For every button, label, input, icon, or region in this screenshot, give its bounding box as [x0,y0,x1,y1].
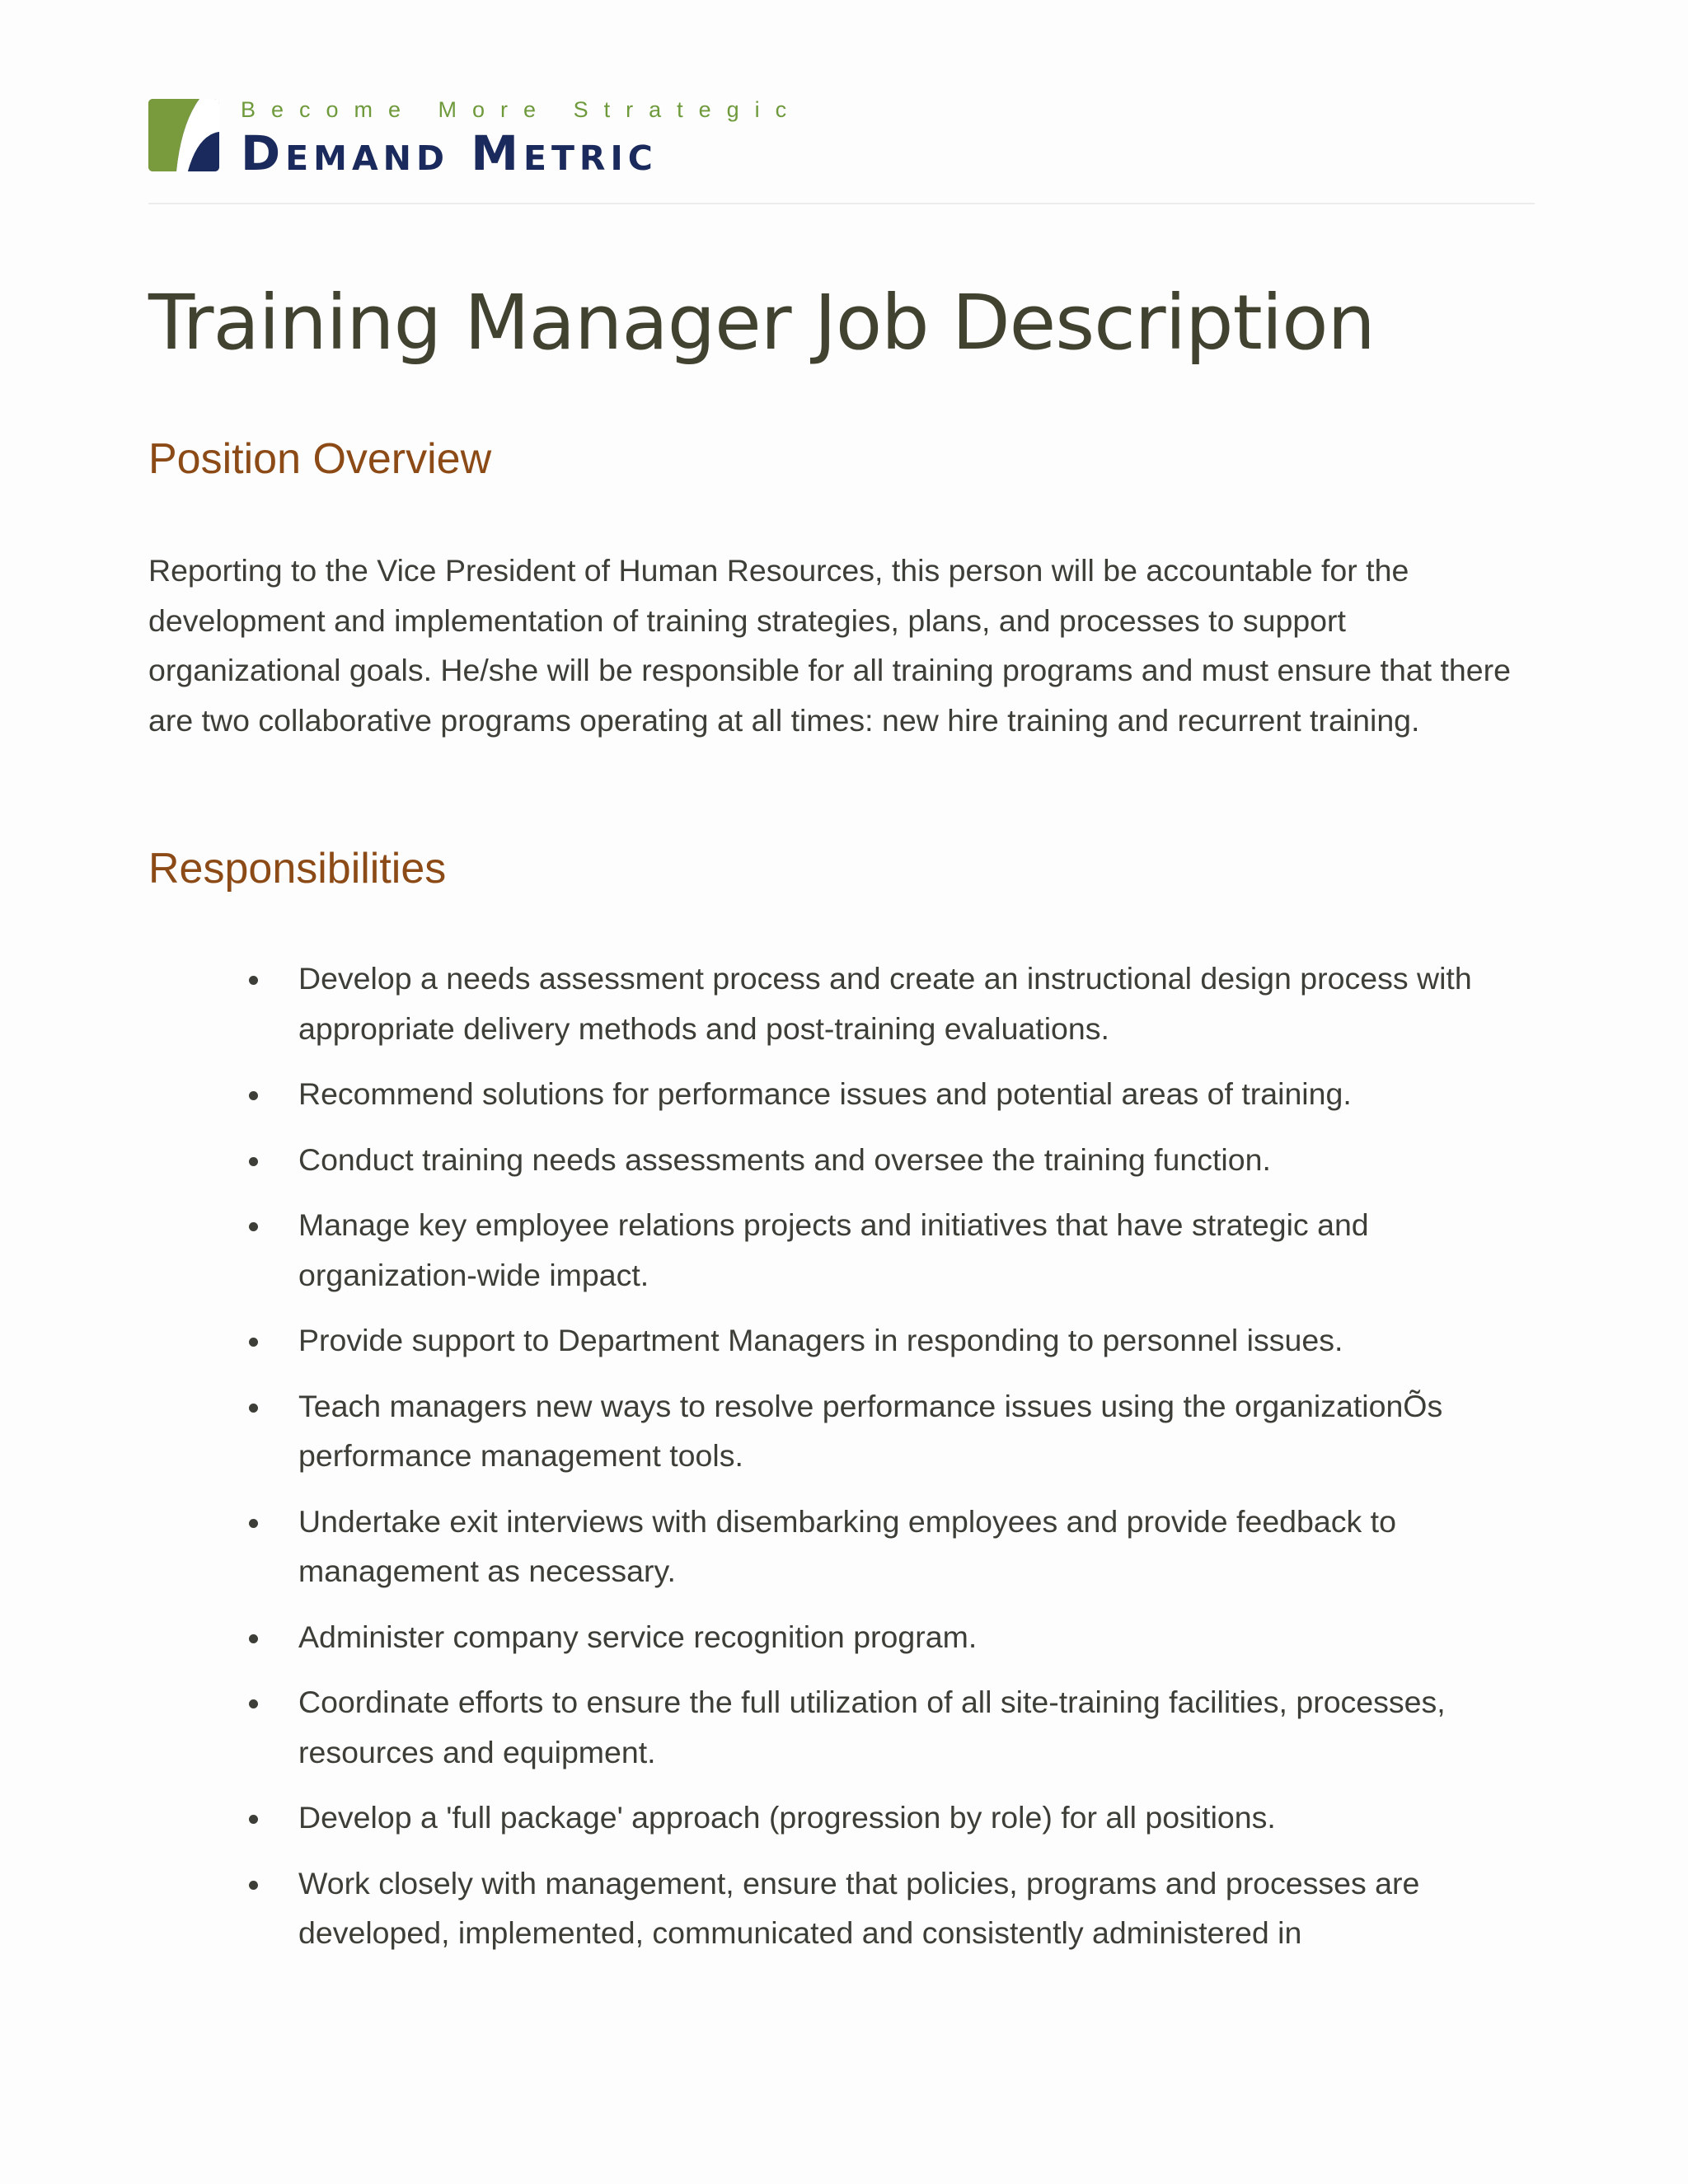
list-item-text: Recommend solutions for performance issues and potential areas of training. [298,1076,1352,1111]
list-item [148,1381,1550,1481]
bullet-icon [249,1091,258,1100]
list-item [148,1069,1550,1119]
logo-name: Demand Metric [241,125,658,181]
position-overview-heading: Position Overview [148,435,492,483]
list-item-text: Manage key employee relations projects and initiatives that have strategic and organization-wide impact. [298,1207,1369,1292]
list-item [148,1677,1550,1777]
bullet-icon [249,1699,258,1708]
list-item [148,1200,1550,1300]
list-item-text: Coordinate efforts to ensure the full utilization of all site-training facilities, processes, resources and equipment. [298,1685,1446,1769]
logo-mark-icon [148,99,219,171]
page-title: Training Manager Job Description [148,279,1375,367]
list-item [148,1858,1550,1958]
list-item-text: Work closely with management, ensure that policies, programs and processes are developed, implemented, communicated and consistently administered in [298,1865,1420,1950]
list-item [148,954,1550,1053]
header-divider [148,203,1535,204]
bullet-icon [249,1519,258,1528]
bullet-icon [249,976,258,985]
list-item [148,1315,1550,1366]
list-item-text: Develop a needs assessment process and create an instructional design process with appropriate delivery methods and post-training evaluations. [298,961,1472,1046]
list-item-text: Provide support to Department Managers in responding to personnel issues. [298,1323,1343,1357]
list-item-text: Conduct training needs assessments and oversee the training function. [298,1141,1271,1177]
position-overview-text: Reporting to the Vice President of Human Resources, this person will be accountable for the development and implementation of training strategies, plans, and processes to support organizational goals. He/she will be responsible for all training programs and must ensure that there are two collaborative programs operating at all times: new hire training and recurrent training. [148,553,1511,738]
bullet-icon [249,1338,258,1347]
bullet-icon [249,1881,258,1890]
demand-metric-logo [148,97,808,180]
responsibilities-heading: Responsibilities [148,845,447,893]
bullet-icon [249,1157,258,1166]
list-item [148,1612,1550,1662]
responsibilities-list [148,954,1550,1974]
bullet-icon [249,1404,258,1413]
list-item-text: Undertake exit interviews with disembarking employees and provide feedback to management as necessary. [298,1503,1396,1588]
logo-tagline: Become More Strategic [241,97,803,122]
list-item [148,1793,1550,1843]
list-item-text: Administer company service recognition program. [298,1619,978,1654]
bullet-icon [249,1815,258,1824]
bullet-icon [249,1222,258,1231]
list-item [148,1135,1550,1185]
list-item [148,1497,1550,1596]
list-item-text: Develop a 'full package' approach (progression by role) for all positions. [298,1800,1276,1835]
list-item-text: Teach managers new ways to resolve performance issues using the organizationÕs performance management tools. [298,1388,1443,1473]
bullet-icon [249,1634,258,1643]
